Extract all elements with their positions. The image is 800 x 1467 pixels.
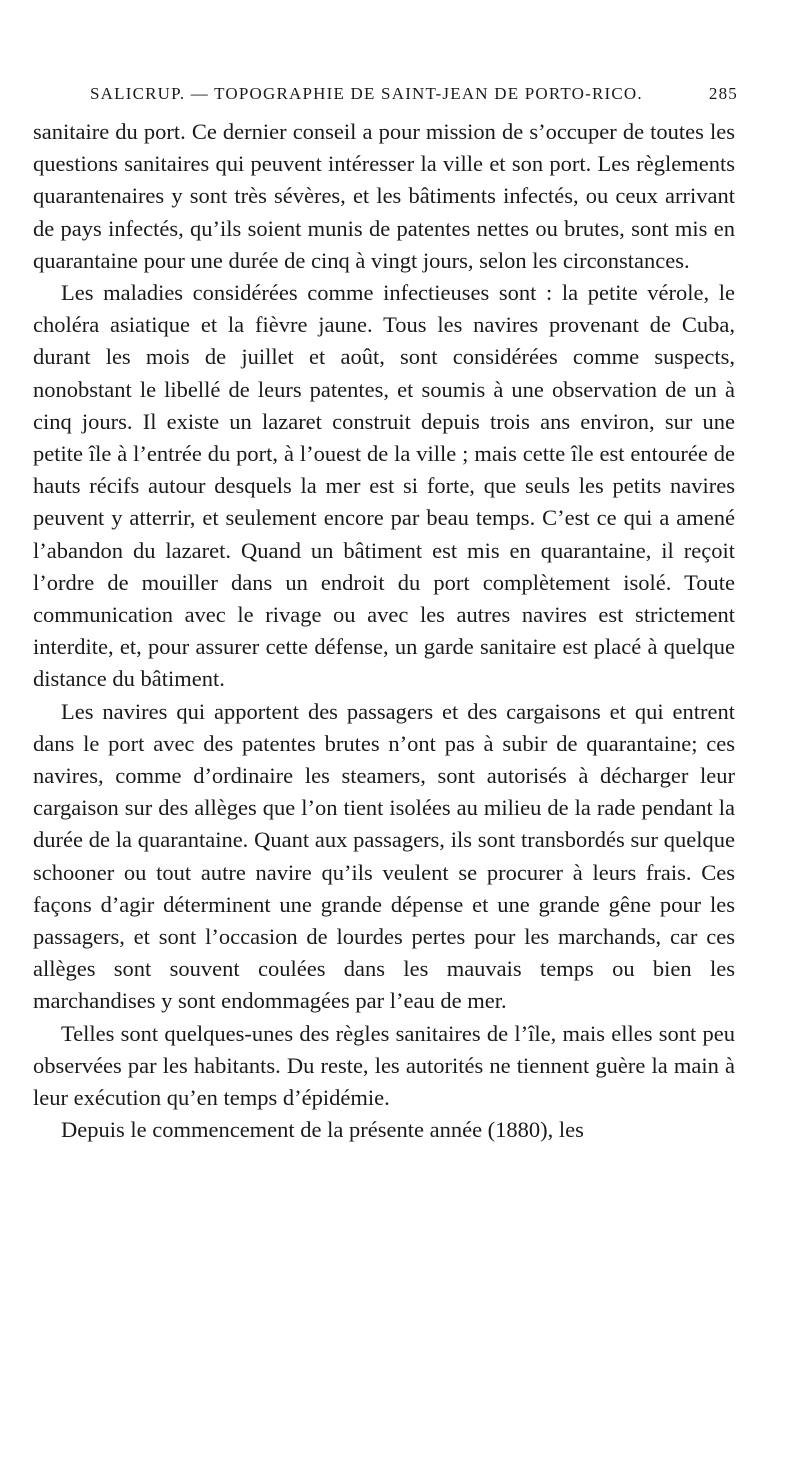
body-text [33,116,735,1147]
running-head [90,84,738,114]
paragraph-sanitary-rules: Telles sont quelques-unes des règles sanitaires de l’île, mais elles sont peu observées par les habitants. Du reste, les autorités ne tiennent guère la main à leur exécution qu’en temps d’épidémie. [33,1020,735,1111]
page-number: 285 [708,84,738,103]
paragraph-infectious-diseases: Les maladies considérées comme infectieuses sont : la petite vérole, le choléra asiatique et la fièvre jaune. Tous les navires provenant de Cuba, durant les mois de juillet et août, sont considérées comme suspects, nonobstant le libellé de leurs patentes, et soumis à une observation de un à cinq jours. Il existe un lazaret construit depuis trois ans environ, sur une petite île à l’entrée du port, à l’ouest de la ville ; mais cette île est entourée de hauts récifs autour desquels la mer est si forte, que seuls les petits navires peuvent y atterrir, et seulement encore par beau temps. C’est ce qui a amené l’abandon du lazaret. Quand un bâtiment est mis en quarantaine, il reçoit l’ordre de mouiller dans un endroit du port complètement isolé. Toute communication avec le rivage ou avec les autres navires est strictement interdite, et, pour assurer cette défense, un garde sanitaire est placé à quelque distance du bâtiment. [33,280,735,692]
running-head-title: SALICRUP. — TOPOGRAPHIE DE SAINT-JEAN DE PORTO-RICO. [90,84,643,103]
paragraph-since-1880: Depuis le commencement de la présente année (1880), les [61,1117,584,1143]
paragraph-continuation: sanitaire du port. Ce dernier conseil a pour mission de s’occuper de toutes les questions sanitaires qui peuvent intéresser la ville et son port. Les règlements quarantenaires y sont très sévères, et les bâtiments infectés, ou ceux arrivant de pays infectés, qu’ils soient munis de patentes nettes ou brutes, sont mis en quarantaine pour une durée de cinq à vingt jours, selon les circonstances. [33,119,735,273]
paragraph-ships-passengers: Les navires qui apportent des passagers et des cargaisons et qui entrent dans le port avec des patentes brutes n’ont pas à subir de quarantaine; ces navires, comme d’ordinaire les steamers, sont autorisés à décharger leur cargaison sur des allèges que l’on tient isolées au milieu de la rade pendant la durée de la quarantaine. Quant aux passagers, ils sont transbordés sur quelque schooner ou tout autre navire qu’ils veulent se procurer à leurs frais. Ces façons d’agir déterminent une grande dépense et une grande gêne pour les passagers, et sont l’occasion de lourdes pertes pour les marchands, car ces allèges sont souvent coulées dans les mauvais temps ou bien les marchandises y sont endommagées par l’eau de mer. [33,698,735,1014]
